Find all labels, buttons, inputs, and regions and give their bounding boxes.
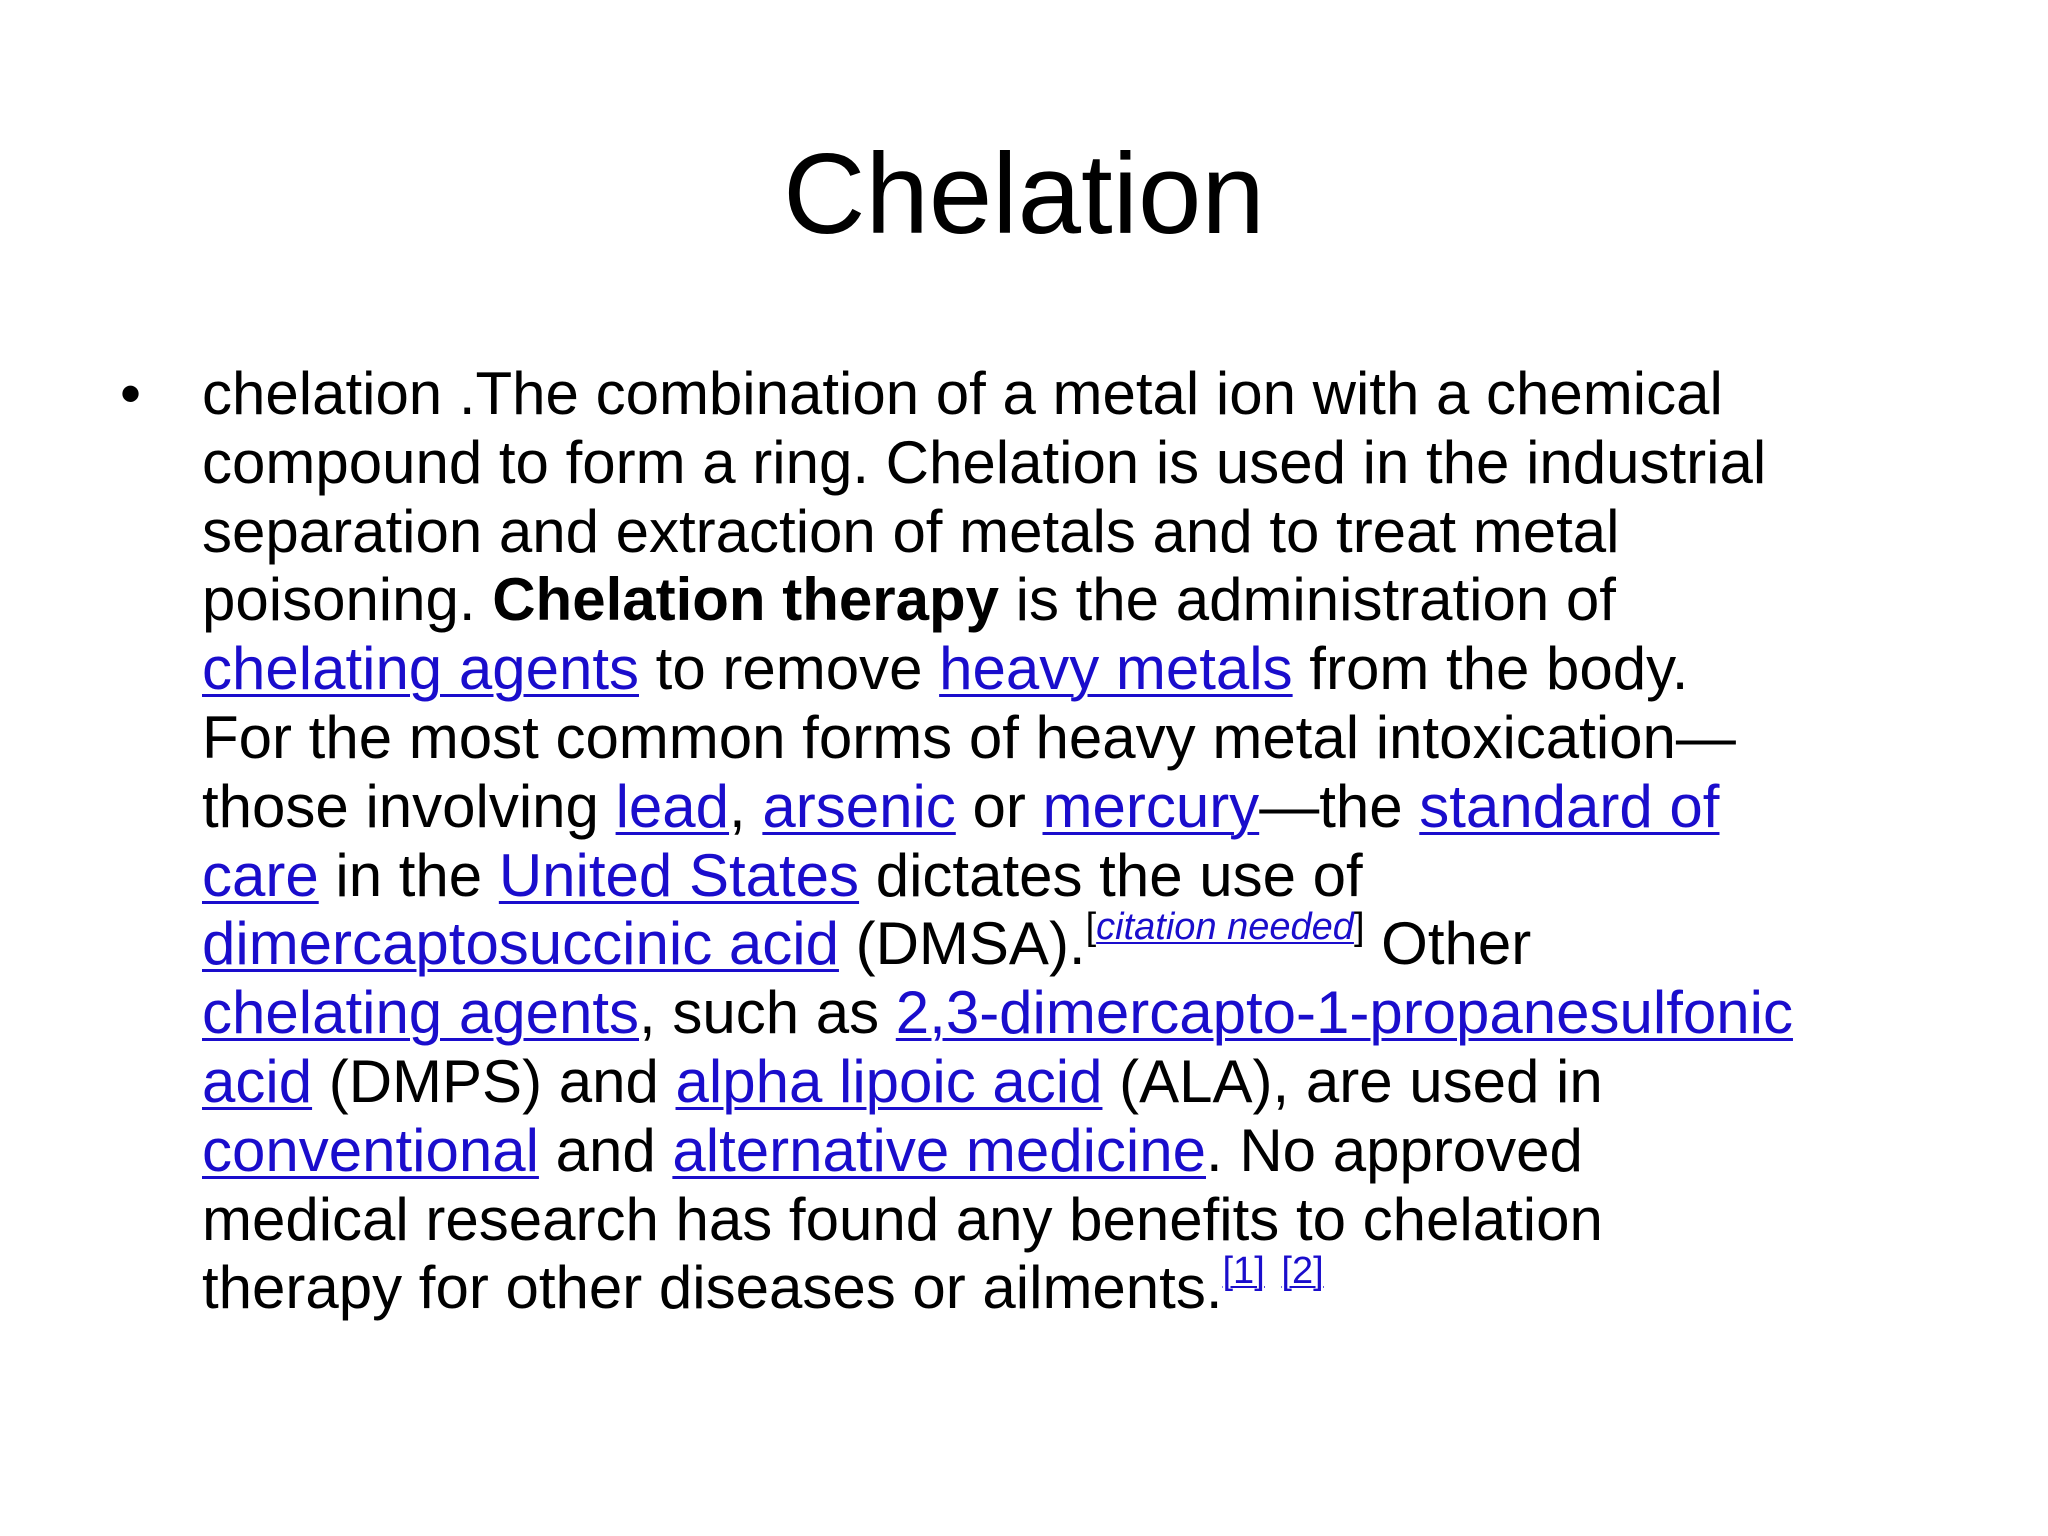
text-line: [202, 1117, 1970, 1186]
body-text: ,: [729, 772, 763, 840]
text-line: [202, 360, 1970, 429]
hyperlink[interactable]: heavy metals: [939, 635, 1293, 703]
citation-needed-link[interactable]: citation needed: [1096, 906, 1354, 949]
text-line: [202, 498, 1970, 567]
body-text: from the body.: [1292, 635, 1689, 703]
bullet-text: [202, 360, 1970, 1323]
text-line: [202, 1250, 1970, 1323]
body-text: to remove: [639, 635, 940, 703]
hyperlink[interactable]: mercury: [1042, 772, 1260, 840]
reference-marker: [1223, 1250, 1265, 1292]
hyperlink[interactable]: lead: [615, 772, 730, 840]
hyperlink[interactable]: alpha lipoic acid: [675, 1047, 1103, 1115]
body-text: (DMSA).: [838, 910, 1086, 978]
body-text: in the: [318, 841, 499, 909]
bold-term: Chelation therapy: [492, 566, 999, 634]
body-text: and: [538, 1116, 673, 1184]
text-line: [202, 1048, 1970, 1117]
hyperlink[interactable]: chelating agents: [202, 635, 639, 703]
body-text: dictates the use of: [859, 841, 1363, 909]
hyperlink[interactable]: United States: [498, 841, 860, 909]
bullet-icon: •: [120, 360, 142, 427]
hyperlink[interactable]: alternative medicine: [672, 1116, 1206, 1184]
bracket: ]: [1353, 906, 1365, 949]
text-line: [202, 979, 1970, 1048]
body-text: those involving: [202, 772, 616, 840]
slide-title: Chelation: [783, 131, 1265, 258]
citation-needed-note: [1086, 906, 1365, 948]
reference-link[interactable]: [2]: [1281, 1250, 1324, 1293]
body-text: (DMPS) and: [312, 1047, 676, 1115]
hyperlink[interactable]: 2,3-dimercapto-1-propanesulfonic: [895, 979, 1793, 1047]
text-line: [202, 773, 1970, 842]
body-text: [1265, 1254, 1282, 1321]
text-line: [202, 906, 1970, 979]
hyperlink[interactable]: conventional: [202, 1116, 539, 1184]
body-text: medical research has found any benefits to chelation: [202, 1185, 1603, 1253]
hyperlink[interactable]: acid: [202, 1047, 313, 1115]
text-line: [202, 566, 1970, 635]
text-line: [202, 842, 1970, 911]
body-text: . No approved: [1206, 1116, 1583, 1184]
text-line: [202, 1186, 1970, 1255]
reference-link[interactable]: [1]: [1222, 1250, 1265, 1293]
hyperlink[interactable]: care: [202, 841, 319, 909]
body-text: compound to form a ring. Chelation is used in the industrial: [202, 428, 1767, 496]
body-text: chelation .The combination of a metal ion with a chemical: [202, 360, 1723, 427]
text-line: [202, 429, 1970, 498]
body-text: therapy for other diseases or ailments.: [202, 1254, 1223, 1322]
bracket: [: [1085, 906, 1097, 949]
body-text: —the: [1259, 772, 1420, 840]
body-text: Other: [1364, 910, 1532, 978]
body-text: or: [955, 772, 1043, 840]
hyperlink[interactable]: dimercaptosuccinic acid: [202, 910, 839, 978]
bullet-list: [120, 360, 1970, 1323]
body-text: , such as: [639, 979, 896, 1047]
reference-marker: [1281, 1250, 1323, 1292]
body-text: poisoning.: [202, 566, 493, 634]
body-text: separation and extraction of metals and to treat metal: [202, 497, 1620, 565]
hyperlink[interactable]: arsenic: [762, 772, 956, 840]
text-line: [202, 704, 1970, 773]
hyperlink[interactable]: standard of: [1419, 772, 1720, 840]
body-text: (ALA), are used in: [1102, 1047, 1603, 1115]
bullet-item: [120, 360, 1970, 1323]
hyperlink[interactable]: chelating agents: [202, 979, 639, 1047]
body-text: is the administration of: [998, 566, 1616, 634]
body-text: For the most common forms of heavy metal intoxication—: [202, 703, 1736, 771]
text-line: [202, 635, 1970, 704]
